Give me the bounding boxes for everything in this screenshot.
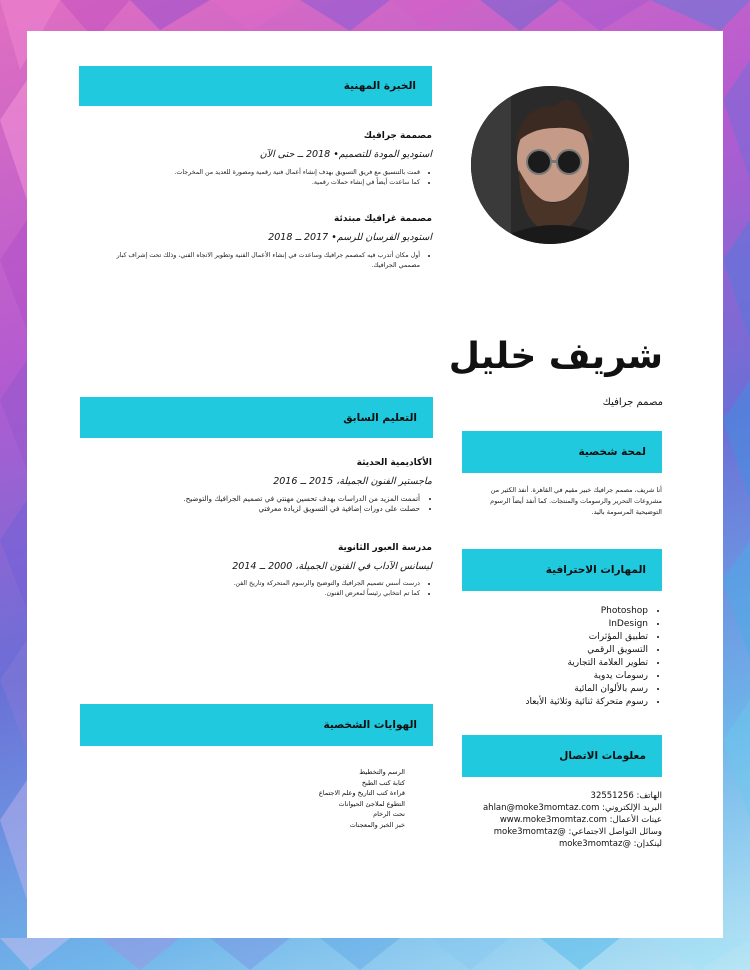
skill-item: • رسم بالألوان المائية [462, 683, 648, 696]
education-heading: التعليم السابق [343, 411, 417, 424]
about-text: أنا شريف، مصمم جرافيك خبير مقيم في القاهرة. أنفذ الكثير من مشروعات التحرير والرسومات والمنتجات. كما أنفذ أيضاً الرسوم التوضيحية المرسومة باليد. [490, 486, 662, 516]
hobby-item: قراءة كتب التاريخ وعلم الاجتماع [318, 789, 405, 797]
profile-title: مصمم جرافيك [602, 397, 663, 408]
contact-linkedin-label: لينكدإن: [633, 839, 662, 849]
contact-phone-label: الهاتف: [636, 791, 662, 801]
resume-page [27, 31, 723, 938]
experience-job-2 [102, 214, 432, 271]
school-bullet: • حصلت على دورات إضافية في التسويق لزيادة معرفتي [102, 504, 420, 514]
education-heading-bar [80, 397, 433, 438]
hobby-item: كتابة كتب الطبخ [361, 778, 405, 787]
experience-heading-bar [79, 66, 432, 106]
contact-email-label: البريد الإلكتروني: [602, 803, 662, 813]
contact-email-link[interactable]: ahlan@moke3momtaz.com [482, 803, 600, 813]
job-place: استوديو المودة للتصميم• 2018 ــ حتى الآن [259, 149, 432, 160]
education-school-2 [102, 543, 432, 599]
skill-item: • التسويق الرقمي [462, 644, 648, 657]
experience-job-1 [102, 131, 432, 188]
hobby-item: نحت الرخام [373, 810, 405, 818]
skills-heading: المهارات الاحترافية [545, 564, 646, 576]
contact-social-row [462, 826, 662, 838]
job-bullet: • قمت بالتنسيق مع فريق التسويق بهدف إنشاء أعمال فنية رقمية ومصورة للعديد من المخرجات. [102, 168, 420, 178]
job-bullet: • كما ساعدت أيضاً في إنشاء حملات رقمية. [102, 178, 420, 188]
school-title: مدرسة العبور الثانوية [338, 543, 432, 553]
school-bullet: • درست أسس تصميم الجرافيك والتوضيح والرسوم المتحركة وتاريخ الفن. [102, 579, 420, 589]
about-heading: لمحة شخصية [578, 446, 646, 458]
skill-item: • Photoshop [462, 605, 648, 618]
hobby-item: التطوع لملاجئ الحيوانات [338, 799, 405, 808]
contact-phone-row [462, 790, 662, 802]
skill-item: • رسومات يدوية [462, 670, 648, 683]
contact-portfolio-label: عينات الأعمال: [609, 815, 662, 825]
school-bullet: • أتممت المزيد من الدراسات بهدف تحسين مهنتي في تصميم الجرافيك والتوضيح. [102, 494, 420, 504]
contact-portfolio-row [462, 814, 662, 826]
skill-item: • تطوير العلامة التجارية [462, 657, 648, 670]
job-place: استوديو الفرسان للرسم• 2017 ــ 2018 [268, 232, 432, 243]
contact-heading-bar [462, 735, 662, 777]
hobby-item: الرسم والتخطيط [359, 768, 405, 776]
school-degree: ليسانس الآداب في الفنون الجميلة، 2000 ــ 2014 [232, 561, 432, 572]
hobbies-list [177, 767, 405, 830]
skills-heading-bar [462, 549, 662, 591]
job-title: مصممة جرافيك [363, 131, 432, 141]
contact-linkedin-row [462, 838, 662, 850]
contact-social-link[interactable]: @moke3momtaz [493, 827, 566, 837]
contact-portfolio-link[interactable]: www.moke3momtaz.com [499, 815, 607, 825]
job-bullet: • أول مكان أتدرب فيه كمصمم جرافيك وساعدت في إنشاء الأعمال الفنية وتطوير الاتجاه الفني، وذلك تحت إشراف كبار مصممي الجرافيك. [102, 251, 420, 271]
hobbies-heading: الهوايات الشخصية [323, 719, 417, 731]
experience-heading: الخبرة المهنية [343, 80, 416, 92]
profile-photo [471, 86, 629, 244]
contact-social-label: وسائل التواصل الاجتماعي: [568, 827, 662, 837]
skill-item: • رسوم متحركة ثنائية وثلاثية الأبعاد [462, 696, 648, 709]
contact-phone[interactable]: 32551256 [590, 791, 634, 801]
skill-item: • InDesign [462, 618, 648, 631]
contact-info [462, 790, 662, 850]
about-heading-bar [462, 431, 662, 473]
profile-name: شريف خليل [448, 336, 663, 377]
education-school-1 [102, 458, 432, 514]
skills-list [462, 605, 662, 709]
contact-heading: معلومات الاتصال [559, 750, 646, 762]
school-title: الأكاديمية الحديثة [356, 458, 432, 468]
school-bullet: • كما تم انتخابي رئيساً لمعرض الفنون. [102, 589, 420, 599]
school-degree: ماجستير الفنون الجميلة، 2015 ــ 2016 [273, 476, 432, 487]
contact-linkedin-link[interactable]: @moke3momtaz [558, 839, 631, 849]
hobbies-heading-bar [80, 704, 433, 746]
job-title: مصممة غرافيك مبتدئة [334, 214, 432, 224]
contact-email-row [462, 802, 662, 814]
profile-photo-icon [471, 86, 629, 244]
hobby-item: خبز الخبز والمعجنات [349, 820, 405, 829]
skill-item: • تطبيق المؤثرات [462, 631, 648, 644]
